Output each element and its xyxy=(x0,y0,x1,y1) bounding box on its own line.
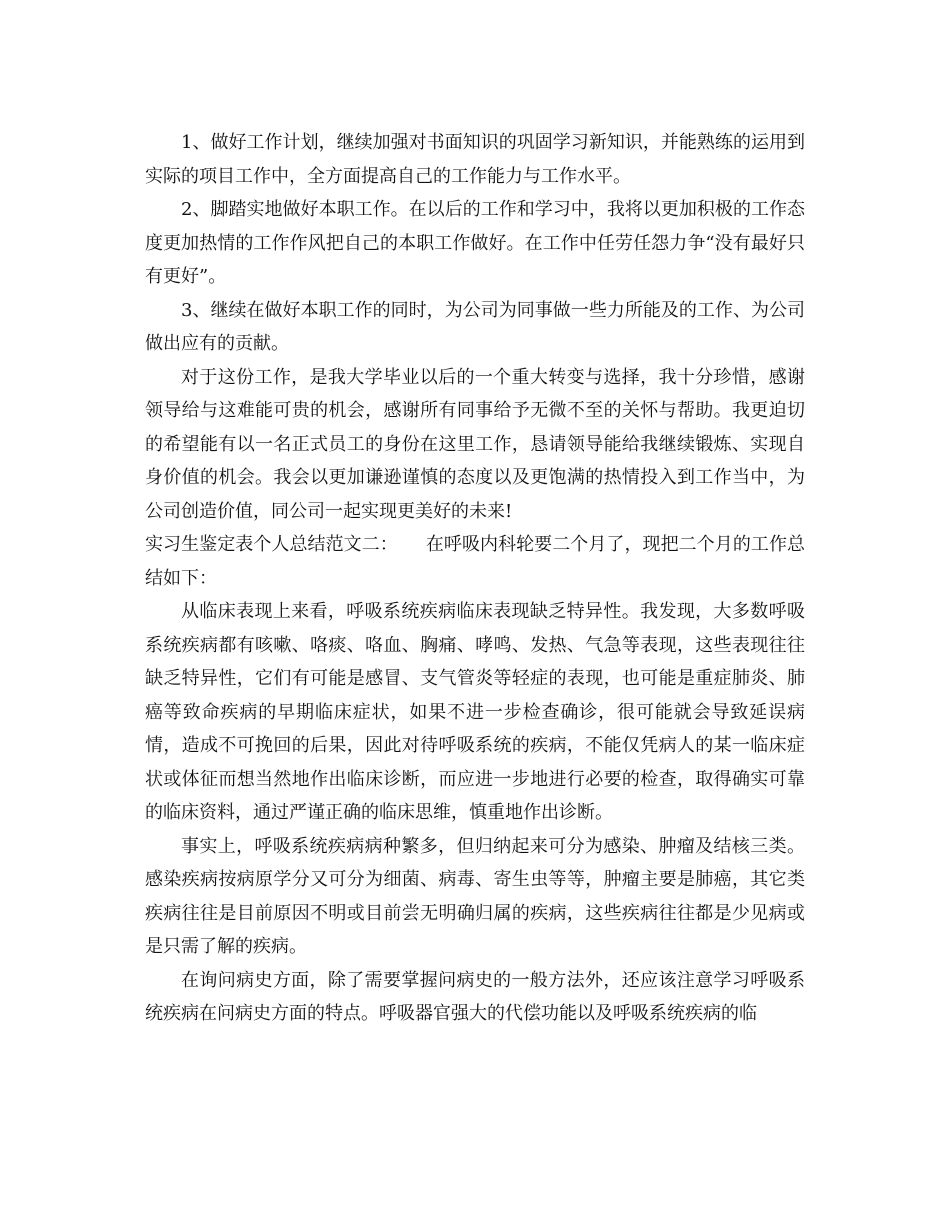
paragraph-disease-types: 事实上，呼吸系统疾病病种繁多，但归纳起来可分为感染、肿瘤及结核三类。感染疾病按病原学分又可分为细菌、病毒、寄生虫等等，肿瘤主要是肺癌，其它类疾病往往是目前原因不明或目前尝无明确归属的疾病，这些疾病往往都是少见病或是只需了解的疾病。 xyxy=(145,835,805,957)
paragraph-plan: 1、做好工作计划，继续加强对书面知识的巩固学习新知识，并能熟练的运用到实际的项目工作中，全方面提高自己的工作能力与工作水平。 xyxy=(145,132,805,187)
paragraph-contribution: 3、继续在做好本职工作的同时，为公司为同事做一些力所能及的工作、为公司做出应有的贡献。 xyxy=(145,299,805,354)
section-heading-line xyxy=(145,528,805,595)
paragraph-duty: 2、脚踏实地做好本职工作。在以后的工作和学习中，我将以更加积极的工作态度更加热情的工作作风把自己的本职工作做好。在工作中任劳任怨力争“没有最好只有更好”。 xyxy=(145,199,805,287)
section-intro: 在呼吸内科轮要二个月了，现把二个月的工作总结如下： xyxy=(145,534,806,589)
paragraph-clinical-presentation: 从临床表现上来看，呼吸系统疾病临床表现缺乏特异性。我发现，大多数呼吸系统疾病都有咳嗽、咯痰、咯血、胸痛、哮鸣、发热、气急等表现，这些表现往往缺乏特异性，它们有可能是感冒、支气管炎等轻症的表现，也可能是重症肺炎、肺癌等致命疾病的早期临床症状，如果不进一步检查确诊，很可能就会导致延误病情，造成不可挽回的后果，因此对待呼吸系统的疾病，不能仅凭病人的某一临床症状或体征而想当然地作出临床诊断，而应进一步地进行必要的检查，取得确实可靠的临床资料，通过严谨正确的临床思维，慎重地作出诊断。 xyxy=(145,601,805,823)
document-page xyxy=(145,126,805,1031)
paragraph-gratitude: 对于这份工作，是我大学毕业以后的一个重大转变与选择，我十分珍惜，感谢领导给与这难能可贵的机会，感谢所有同事给予无微不至的关怀与帮助。我更迫切的希望能有以一名正式员工的身份在这里工作，恳请领导能给我继续锻炼、实现自身价值的机会。我会以更加谦逊谨慎的态度以及更饱满的热情投入到工作当中，为公司创造价值，同公司一起实现更美好的未来! xyxy=(145,366,805,522)
paragraph-history-taking: 在询问病史方面，除了需要掌握问病史的一般方法外，还应该注意学习呼吸系统疾病在问病史方面的特点。呼吸器官强大的代偿功能以及呼吸系统疾病的临 xyxy=(145,969,805,1024)
section-heading: 实习生鉴定表个人总结范文二： xyxy=(145,534,398,555)
